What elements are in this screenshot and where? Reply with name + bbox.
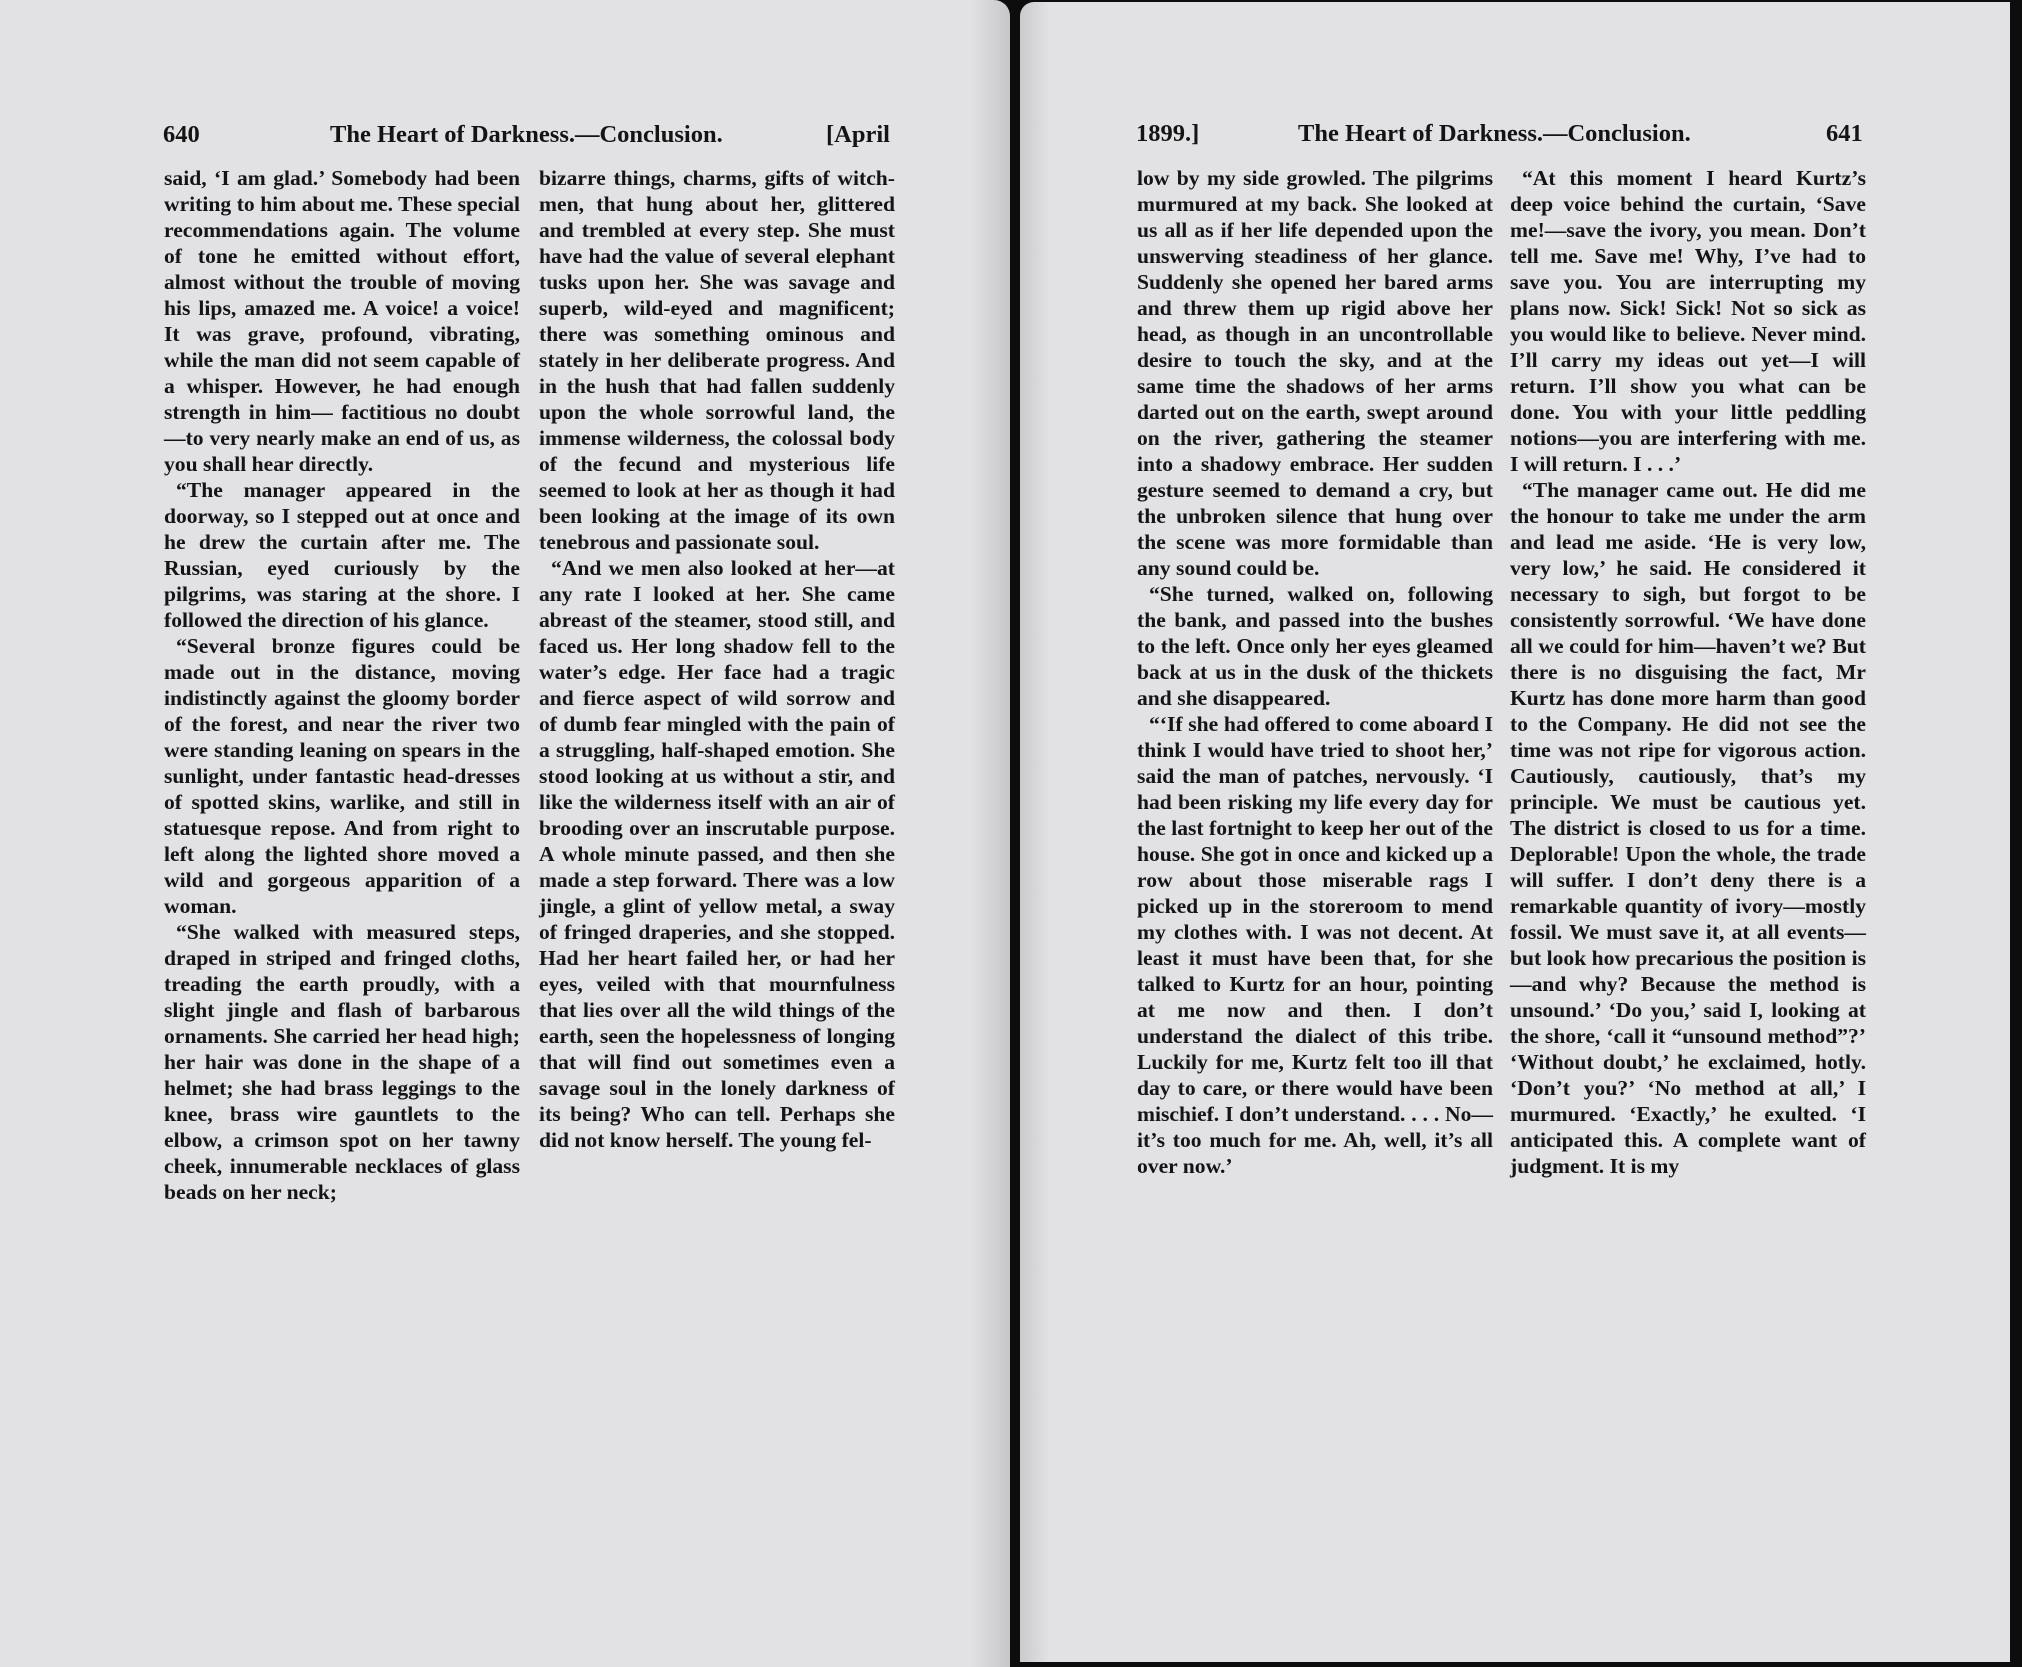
page-number: 641 <box>1826 120 1863 147</box>
column-2 <box>1510 165 1866 1179</box>
page-number: 640 <box>163 121 200 148</box>
paragraph: “She walked with measured steps, draped in striped and fringed cloths, treading the earth proudly, with a slight jingle and flash of barbarous ornaments. She carried her head high; her hair was done in the shape of a helmet; she had brass leggings to the knee, brass wire gauntlets to the elbow, a crimson spot on her tawny cheek, innumerable necklaces of glass beads on her neck; <box>164 920 520 1204</box>
spine-shadow <box>1020 2 1050 1662</box>
paragraph: low by my side growled. The pilgrims murmured at my back. She looked at us all as if her life depended upon the unswerving steadiness of her glance. Suddenly she opened her bared arms and threw them up rigid above her head, as though in an uncontrollable desire to touch the sky, and at the same time the shadows of her arms darted out on the earth, swept around on the river, gathering the steamer into a shadowy embrace. Her sudden gesture seemed to demand a cry, but the unbroken silence that hung over the scene was more formidable than any sound could be. <box>1137 166 1493 580</box>
paragraph: “‘If she had offered to come aboard I think I would have tried to shoot her,’ said the man of patches, nervously. ‘I had been risking my life every day for the last fortnight to keep her out of the house. She got in once and kicked up a row about those miserable rags I picked up in the storeroom to mend my clothes with. I was not decent. At least it must have been that, for she talked to Kurtz for an hour, pointing at me now and then. I don’t understand the dialect of this tribe. Luckily for me, Kurtz felt too ill that day to care, or there would have been mischief. I don’t understand. . . . No—it’s too much for me. Ah, well, it’s all over now.’ <box>1137 712 1493 1178</box>
issue-month: [April <box>826 121 890 148</box>
spine-shadow <box>970 0 1010 1667</box>
column-1 <box>1137 165 1493 1179</box>
paragraph: “She turned, walked on, following the bank, and passed into the bushes to the left. Once only her eyes gleamed back at us in the dusk of the thickets and she disappeared. <box>1137 582 1493 710</box>
left-page <box>0 0 1010 1667</box>
paragraph: “Several bronze figures could be made out in the distance, moving indistinctly against the gloomy border of the forest, and near the river two were standing leaning on spears in the sunlight, under fantastic head-dresses of spotted skins, warlike, and still in statuesque repose. And from right to left along the lighted shore moved a wild and gorgeous apparition of a woman. <box>164 634 520 918</box>
paragraph: “At this moment I heard Kurtz’s deep voice behind the curtain, ‘Save me!—save the ivory, you mean. Don’t tell me. Save me! Why, I’ve had to save you. You are interrupting my plans now. Sick! Sick! Not so sick as you would like to believe. Never mind. I’ll carry my ideas out yet—I will return. I’ll show you what can be done. You with your little peddling notions—you are interfering with me. I will return. I . . .’ <box>1510 166 1866 476</box>
running-title: The Heart of Darkness.—Conclusion. <box>330 121 723 148</box>
right-page <box>1020 2 2010 1662</box>
paragraph: “The manager came out. He did me the honour to take me under the arm and lead me aside. ‘He is very low, very low,’ he said. He considered it necessary to sigh, but forgot to be consistently sorrowful. ‘We have done all we could for him—haven’t we? But there is no disguising the fact, Mr Kurtz has done more harm than good to the Company. He did not see the time was not ripe for vigorous action. Cautiously, cautiously, that’s my principle. We must be cautious yet. The district is closed to us for a time. Deplorable! Upon the whole, the trade will suffer. I don’t deny there is a remarkable quantity of ivory—mostly fossil. We must save it, at all events—but look how precarious the position is—and why? Because the method is unsound.’ ‘Do you,’ said I, looking at the shore, ‘call it “unsound method”?’ ‘Without doubt,’ he exclaimed, hotly. ‘Don’t you?’ ‘No method at all,’ I murmured. ‘Exactly,’ he exulted. ‘I anticipated this. A complete want of judgment. It is my <box>1510 478 1866 1178</box>
issue-year: 1899.] <box>1136 120 1200 147</box>
paragraph: said, ‘I am glad.’ Somebody had been writing to him about me. These special recommendations again. The volume of tone he emitted without effort, almost without the trouble of moving his lips, amazed me. A voice! a voice! It was grave, profound, vibrating, while the man did not seem capable of a whisper. However, he had enough strength in him— factitious no doubt—to very nearly make an end of us, as you shall hear directly. <box>164 166 520 476</box>
paragraph: “And we men also looked at her—at any rate I looked at her. She came abreast of the steamer, stood still, and faced us. Her long shadow fell to the water’s edge. Her face had a tragic and fierce aspect of wild sorrow and of dumb fear mingled with the pain of a struggling, half-shaped emotion. She stood looking at us without a stir, and like the wilderness itself with an air of brooding over an inscrutable purpose. A whole minute passed, and then she made a step forward. There was a low jingle, a glint of yellow metal, a sway of fringed draperies, and she stopped. Had her heart failed her, or had her eyes, veiled with that mournfulness that lies over all the wild things of the earth, seen the hopelessness of longing that will find out sometimes even a savage soul in the lonely darkness of its being? Who can tell. Perhaps she did not know herself. The young fel- <box>539 556 895 1152</box>
column-2 <box>539 165 895 1153</box>
column-1 <box>164 165 520 1205</box>
running-title: The Heart of Darkness.—Conclusion. <box>1298 120 1691 147</box>
paragraph: “The manager appeared in the doorway, so I stepped out at once and he drew the curtain after me. The Russian, eyed curiously by the pilgrims, was staring at the shore. I followed the direction of his glance. <box>164 478 520 632</box>
paragraph: bizarre things, charms, gifts of witch-men, that hung about her, glittered and trembled at every step. She must have had the value of several elephant tusks upon her. She was savage and superb, wild-eyed and magnificent; there was something ominous and stately in her deliberate progress. And in the hush that had fallen suddenly upon the whole sorrowful land, the immense wilderness, the colossal body of the fecund and mysterious life seemed to look at her as though it had been looking at the image of its own tenebrous and passionate soul. <box>539 166 895 554</box>
